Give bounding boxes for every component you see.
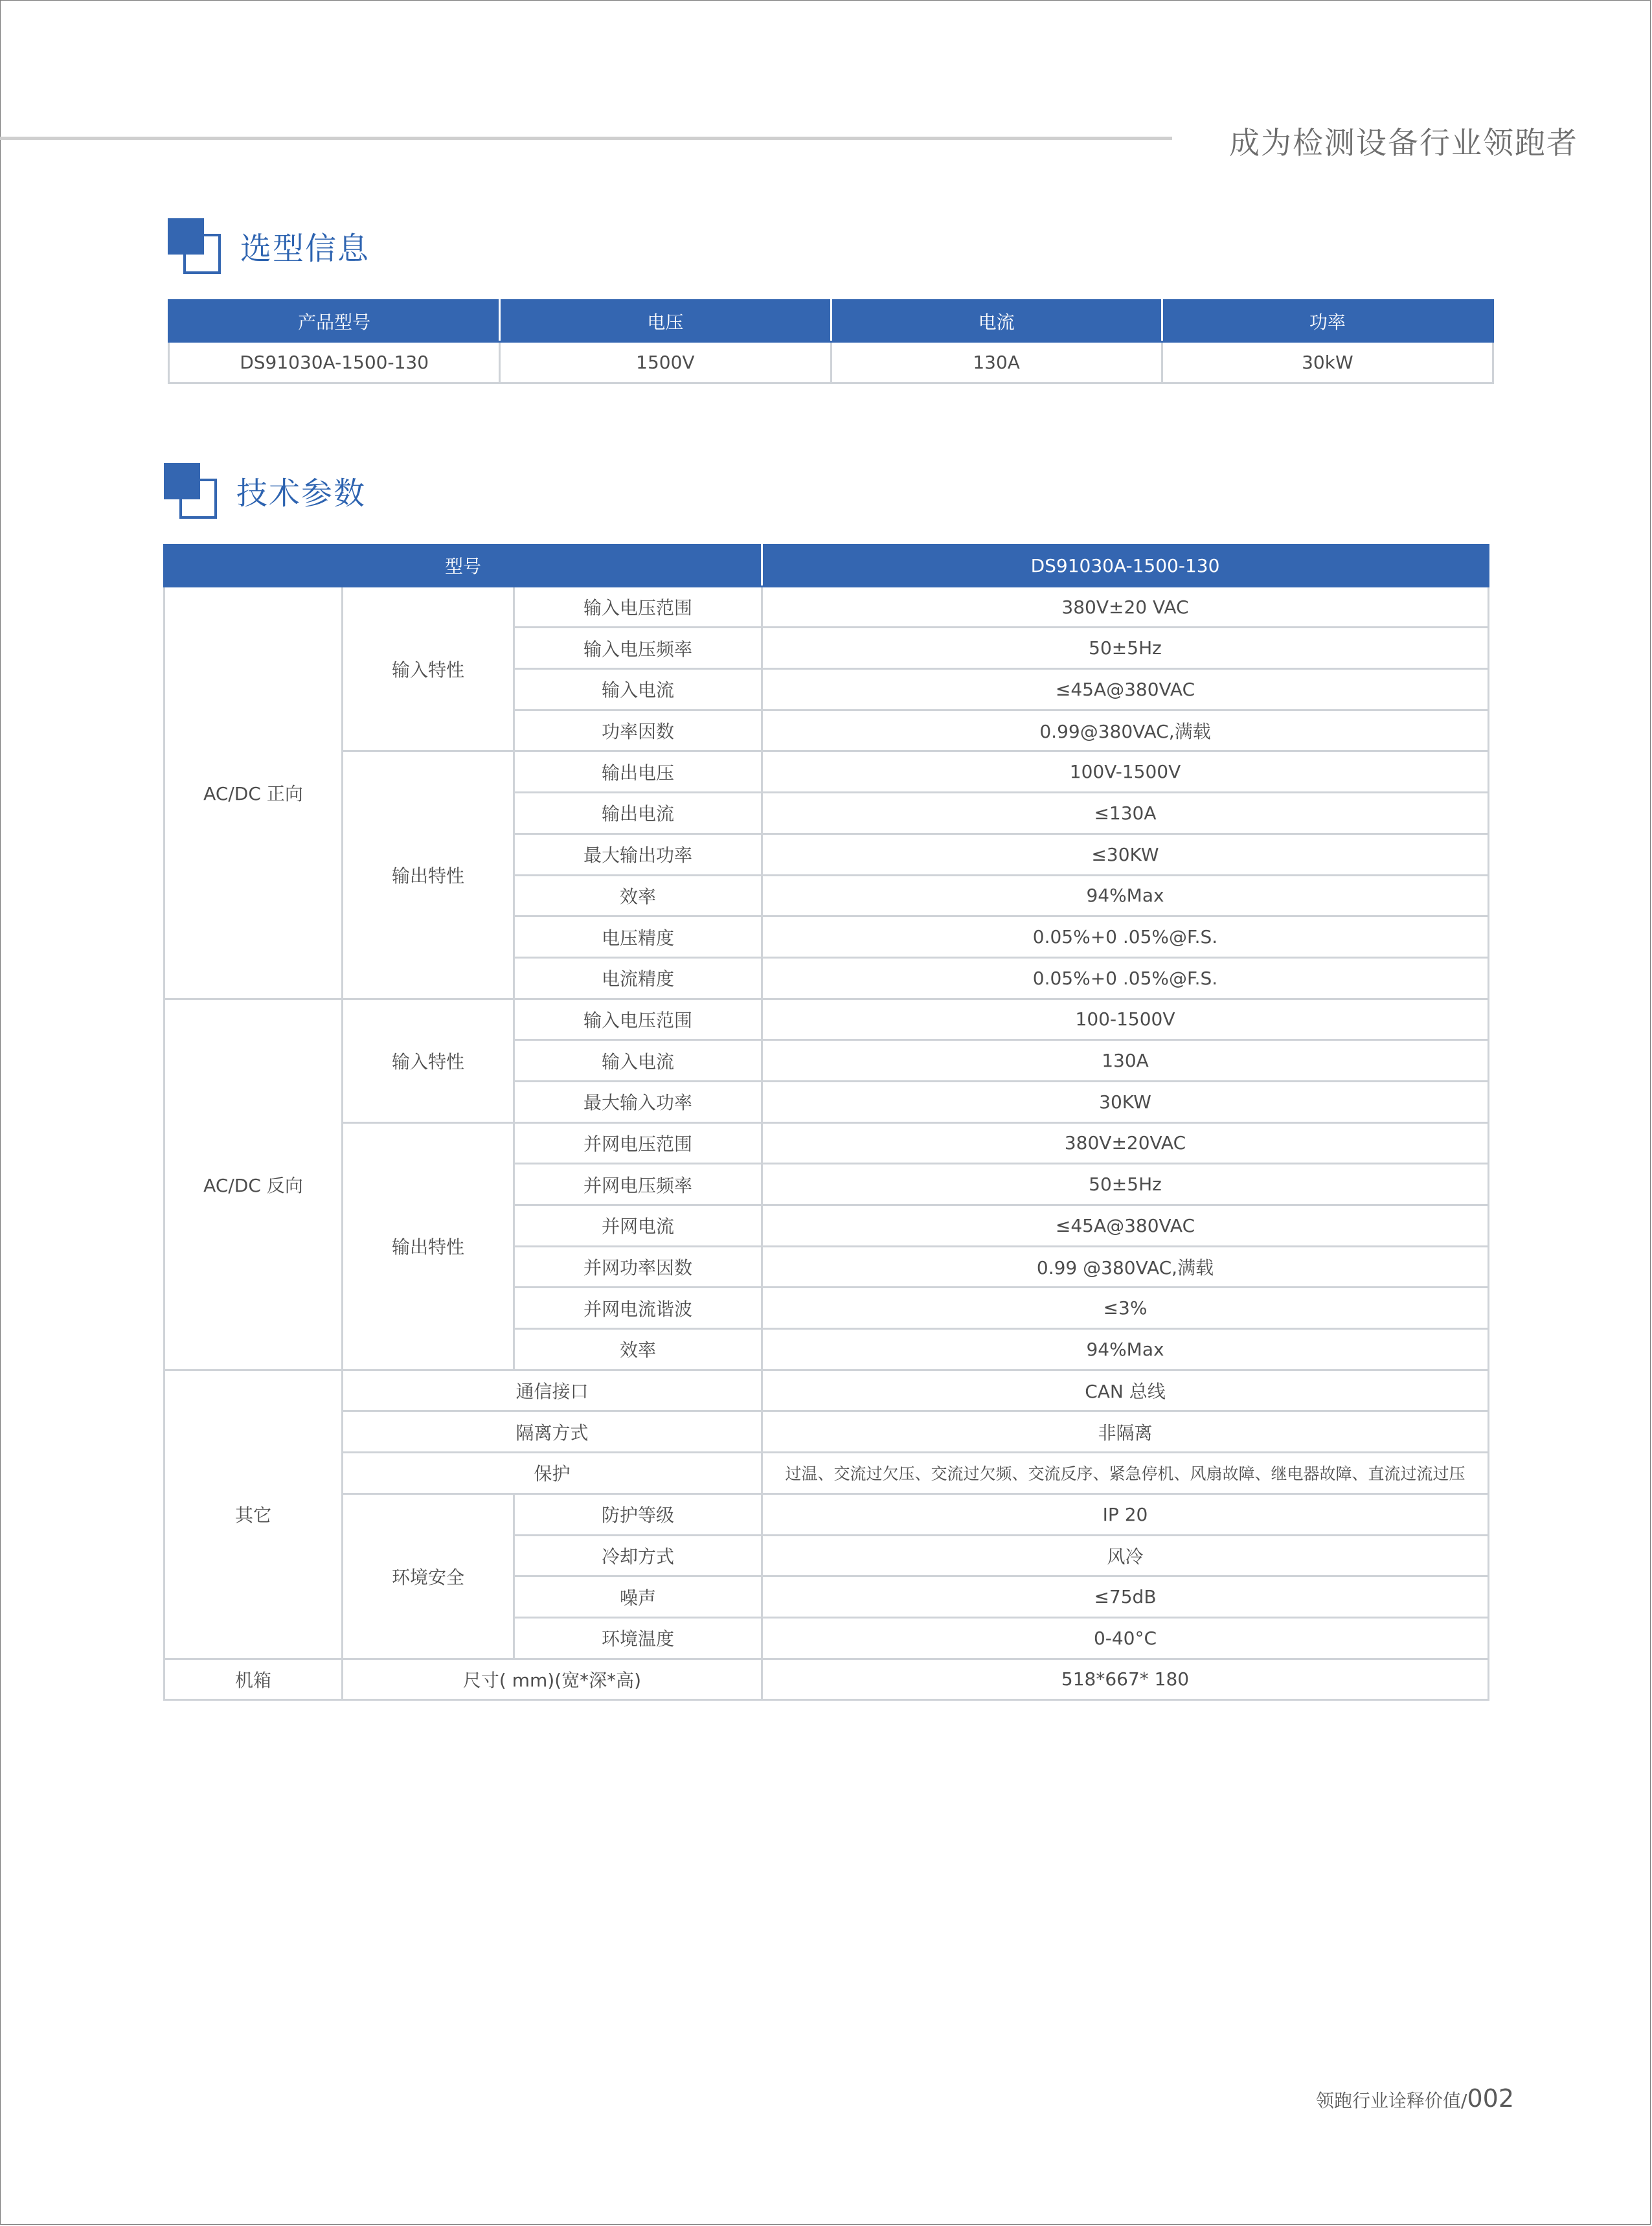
group-label: 其它 <box>164 1370 343 1659</box>
param-value: CAN 总线 <box>762 1370 1489 1411</box>
subgroup-label: 输出特性 <box>343 751 514 999</box>
table-row <box>164 751 1489 793</box>
column-header: DS91030A-1500-130 <box>762 545 1489 587</box>
voltage-cell: 1500V <box>500 342 831 383</box>
table-row <box>169 342 1493 383</box>
current-cell: 130A <box>831 342 1162 383</box>
param-name: 输入电压范围 <box>514 999 762 1040</box>
param-name: 最大输出功率 <box>514 834 762 875</box>
param-name: 并网功率因数 <box>514 1246 762 1288</box>
table-row <box>164 1453 1489 1494</box>
param-name: 输入电压范围 <box>514 586 762 628</box>
param-value: 0.05%+0 .05%@F.S. <box>762 957 1489 999</box>
param-value: 0.99@380VAC,满载 <box>762 710 1489 751</box>
column-header: 功率 <box>1162 301 1493 342</box>
param-name: 输入电流 <box>514 669 762 710</box>
param-name: 环境温度 <box>514 1617 762 1659</box>
tech-heading <box>164 463 488 521</box>
group-label: 机箱 <box>164 1659 343 1700</box>
subgroup-label: 输入特性 <box>343 586 514 751</box>
param-value: 过温、交流过欠压、交流过欠频、交流反序、紧急停机、风扇故障、继电器故障、直流过流过压 <box>762 1453 1489 1494</box>
selection-title: 选型信息 <box>240 231 370 267</box>
subgroup-label: 环境安全 <box>343 1493 514 1659</box>
selection-heading <box>168 218 492 277</box>
table-row <box>164 1411 1489 1453</box>
param-value: 518*667* 180 <box>762 1659 1489 1700</box>
param-value: 94%Max <box>762 1329 1489 1370</box>
column-header: 电压 <box>500 301 831 342</box>
param-name: 冷却方式 <box>514 1535 762 1576</box>
table-row <box>164 1659 1489 1700</box>
param-value: ≤75dB <box>762 1576 1489 1618</box>
param-name: 效率 <box>514 875 762 916</box>
param-name: 并网电流 <box>514 1205 762 1247</box>
power-cell: 30kW <box>1162 342 1493 383</box>
param-name: 隔离方式 <box>343 1411 762 1453</box>
group-label: AC/DC 正向 <box>164 586 343 999</box>
param-name: 尺寸( mm)(宽*深*高) <box>343 1659 762 1700</box>
param-value: 50±5Hz <box>762 628 1489 669</box>
param-value: ≤30KW <box>762 834 1489 875</box>
param-value: ≤45A@380VAC <box>762 1205 1489 1247</box>
tech-header-row <box>164 545 1489 587</box>
param-name: 通信接口 <box>343 1370 762 1411</box>
param-value: IP 20 <box>762 1493 1489 1535</box>
param-value: 380V±20 VAC <box>762 586 1489 628</box>
table-row <box>164 1122 1489 1164</box>
column-header: 产品型号 <box>169 301 500 342</box>
param-value: 50±5Hz <box>762 1164 1489 1205</box>
table-row <box>164 1370 1489 1411</box>
param-value: 130A <box>762 1040 1489 1082</box>
param-value: ≤130A <box>762 793 1489 834</box>
param-name: 最大输入功率 <box>514 1081 762 1122</box>
param-value: 94%Max <box>762 875 1489 916</box>
param-value: ≤3% <box>762 1288 1489 1329</box>
table-row <box>164 586 1489 628</box>
param-name: 功率因数 <box>514 710 762 751</box>
group-label: AC/DC 反向 <box>164 999 343 1370</box>
subgroup-label: 输入特性 <box>343 999 514 1122</box>
param-name: 电压精度 <box>514 916 762 958</box>
footer-tagline: 领跑行业诠释价值/ <box>1316 2090 1467 2111</box>
selection-table <box>168 299 1494 384</box>
footer <box>1316 2084 1514 2113</box>
param-name: 输入电流 <box>514 1040 762 1082</box>
param-value: 100-1500V <box>762 999 1489 1040</box>
param-name: 并网电压频率 <box>514 1164 762 1205</box>
param-value: 0-40°C <box>762 1617 1489 1659</box>
model-cell: DS91030A-1500-130 <box>169 342 500 383</box>
param-name: 输入电压频率 <box>514 628 762 669</box>
param-value: 0.05%+0 .05%@F.S. <box>762 916 1489 958</box>
page-number: 002 <box>1467 2084 1514 2113</box>
section-squares-icon <box>168 218 226 277</box>
param-value: 0.99 @380VAC,满载 <box>762 1246 1489 1288</box>
param-name: 防护等级 <box>514 1493 762 1535</box>
param-name: 效率 <box>514 1329 762 1370</box>
column-header: 型号 <box>164 545 762 587</box>
param-name: 噪声 <box>514 1576 762 1618</box>
param-value: 非隔离 <box>762 1411 1489 1453</box>
param-name: 电流精度 <box>514 957 762 999</box>
section-squares-icon <box>164 463 222 521</box>
param-value: 100V-1500V <box>762 751 1489 793</box>
param-name: 输出电流 <box>514 793 762 834</box>
column-header: 电流 <box>831 301 1162 342</box>
table-row <box>164 999 1489 1040</box>
header-slogan: 成为检测设备行业领跑者 <box>1229 126 1578 161</box>
param-value: 风冷 <box>762 1535 1489 1576</box>
tech-title: 技术参数 <box>236 475 367 512</box>
selection-header-row <box>169 301 1493 342</box>
param-value: 30KW <box>762 1081 1489 1122</box>
param-value: ≤45A@380VAC <box>762 669 1489 710</box>
header-rule <box>0 137 1172 140</box>
param-name: 输出电压 <box>514 751 762 793</box>
table-row <box>164 1493 1489 1535</box>
tech-table <box>163 544 1489 1701</box>
subgroup-label: 输出特性 <box>343 1122 514 1370</box>
param-name: 并网电压范围 <box>514 1122 762 1164</box>
param-name: 保护 <box>343 1453 762 1494</box>
param-value: 380V±20VAC <box>762 1122 1489 1164</box>
param-name: 并网电流谐波 <box>514 1288 762 1329</box>
